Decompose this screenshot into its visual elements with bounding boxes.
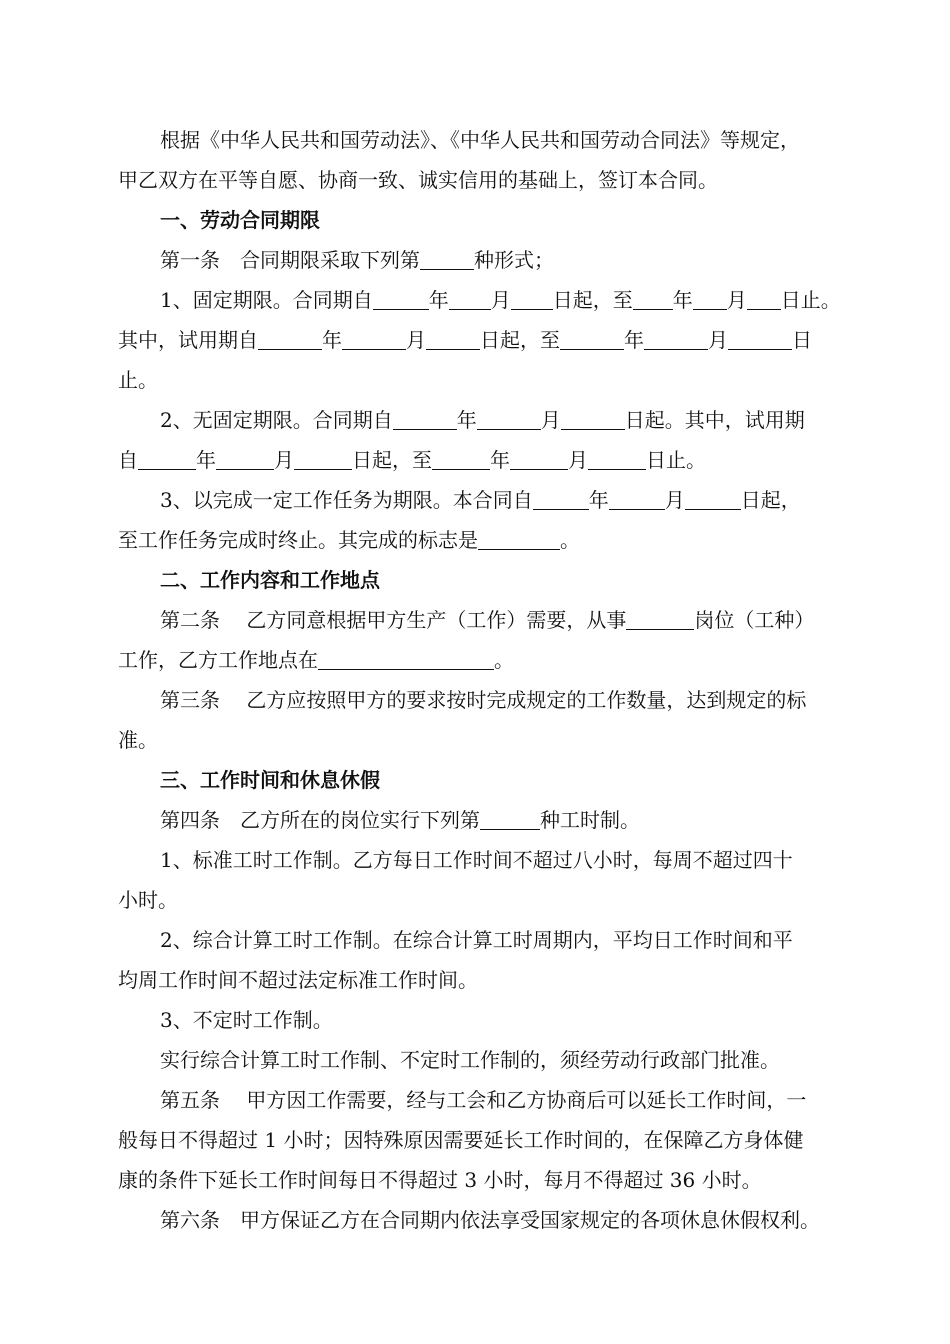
article-1-suffix: 种形式； [474,248,554,272]
period-mark: 。 [560,528,580,552]
completion-mark-blank[interactable] [478,529,560,550]
year-label: 年 [624,328,644,352]
month-label: 月 [406,328,426,352]
probation-start-year-blank[interactable] [258,329,322,350]
month-label: 月 [664,488,685,512]
year-label: 年 [196,448,216,472]
year-label: 年 [322,328,342,352]
open-start-month-blank[interactable] [477,409,541,430]
fixed-term-line-1 [160,286,841,314]
open-term-label: 2、无固定期限。合同期自 [160,408,393,432]
article-3-line-1: 第三条 乙方应按照甲方的要求按时完成规定的工作数量，达到规定的标 [160,688,807,712]
open-probation-start-month-blank[interactable] [216,449,274,470]
open-start-year-blank[interactable] [393,409,457,430]
day-end-label: 日止。 [780,288,841,312]
task-start-year-blank[interactable] [533,489,589,510]
section-heading-work: 二、工作内容和工作地点 [160,568,380,592]
end-month-blank[interactable] [693,289,727,310]
article-1 [160,246,554,274]
year-label: 年 [588,488,609,512]
open-probation-end-day-blank[interactable] [588,449,646,470]
from-label: 自 [118,448,138,472]
open-start-day-blank[interactable] [561,409,625,430]
year-label: 年 [672,288,693,312]
approval-note-line: 实行综合计算工时工作制、不定时工作制的，须经劳动行政部门批准。 [160,1048,780,1072]
flexible-hours-line: 3、不定时工作制。 [160,1008,333,1032]
probation-start-day-blank[interactable] [426,329,480,350]
work-location-label: 工作，乙方工作地点在 [118,648,318,672]
position-blank[interactable] [626,609,694,630]
open-probation-end-year-blank[interactable] [432,449,490,470]
month-label: 月 [726,288,747,312]
day-from-label: 日起， [740,488,801,512]
article-5-line-2: 般每日不得超过 1 小时；因特殊原因需要延长工作时间的，在保障乙方身体健 [118,1128,804,1152]
article-2-line-1 [160,606,814,634]
task-start-month-blank[interactable] [609,489,665,510]
day-end-label: 日止。 [646,448,706,472]
intro-line-1: 根据《中华人民共和国劳动法》、《中华人民共和国劳动合同法》等规定， [160,128,800,152]
probation-end-year-blank[interactable] [560,329,624,350]
article-2-line-2 [118,646,514,674]
task-start-day-blank[interactable] [685,489,741,510]
comprehensive-hours-line-2: 均周工作时间不超过法定标准工作时间。 [118,968,478,992]
fixed-term-line-3: 止。 [118,368,158,392]
start-day-blank[interactable] [511,289,553,310]
comprehensive-hours-line-1: 2、综合计算工时工作制。在综合计算工时周期内，平均日工作时间和平 [160,928,793,952]
task-completion-label: 至工作任务完成时终止。其完成的标志是 [118,528,478,552]
month-label: 月 [540,408,561,432]
hours-system-blank[interactable] [480,809,540,830]
probation-end-day-blank[interactable] [728,329,792,350]
fixed-term-label: 1、固定期限。合同期自 [160,288,373,312]
open-probation-start-year-blank[interactable] [138,449,196,470]
month-label: 月 [568,448,588,472]
day-from-to-label: 日起，至 [552,288,633,312]
article-3-line-2: 准。 [118,728,158,752]
standard-hours-line-2: 小时。 [118,888,178,912]
day-label: 日 [792,328,812,352]
article-5-line-1: 第五条 甲方因工作需要，经与工会和乙方协商后可以延长工作时间，一 [160,1088,807,1112]
end-year-blank[interactable] [633,289,673,310]
intro-line-2: 甲乙双方在平等自愿、协商一致、诚实信用的基础上，签订本合同。 [118,168,718,192]
year-label: 年 [456,408,477,432]
open-term-probation-label: 日起。其中，试用期 [624,408,805,432]
section-heading-hours: 三、工作时间和休息休假 [160,768,380,792]
month-label: 月 [490,288,511,312]
task-term-line-2 [118,526,580,554]
probation-label: 其中，试用期自 [118,328,258,352]
probation-start-month-blank[interactable] [342,329,406,350]
open-term-line-1 [160,406,805,434]
work-location-blank[interactable] [318,649,494,670]
open-probation-end-month-blank[interactable] [510,449,568,470]
day-from-to-label: 日起，至 [352,448,432,472]
article-5-line-3: 康的条件下延长工作时间每日不得超过 3 小时，每月不得超过 36 小时。 [118,1168,762,1192]
article-4-text: 第四条 乙方所在的岗位实行下列第 [160,808,480,832]
period-mark: 。 [494,648,514,672]
article-1-text: 第一条 合同期限采取下列第 [160,248,420,272]
article-6-line: 第六条 甲方保证乙方在合同期内依法享受国家规定的各项休息休假权利。 [160,1208,820,1232]
open-term-line-2 [118,446,706,474]
standard-hours-line-1: 1、标准工时工作制。乙方每日工作时间不超过八小时，每周不超过四十 [160,848,793,872]
month-label: 月 [708,328,728,352]
end-day-blank[interactable] [747,289,781,310]
month-label: 月 [274,448,294,472]
start-year-blank[interactable] [373,289,429,310]
article-4 [160,806,640,834]
form-choice-blank[interactable] [420,249,474,270]
year-label: 年 [490,448,510,472]
fixed-term-line-2 [118,326,812,354]
open-probation-start-day-blank[interactable] [294,449,352,470]
task-term-label: 3、以完成一定工作任务为期限。本合同自 [160,488,533,512]
start-month-blank[interactable] [449,289,491,310]
article-2-text: 第二条 乙方同意根据甲方生产（工作）需要，从事 [160,608,627,632]
article-2-suffix: 岗位（工种） [694,608,815,632]
year-label: 年 [428,288,449,312]
article-4-suffix: 种工时制。 [540,808,640,832]
section-heading-term: 一、劳动合同期限 [160,208,320,232]
task-term-line-1 [160,486,801,514]
probation-end-month-blank[interactable] [644,329,708,350]
day-from-to-label: 日起，至 [480,328,560,352]
